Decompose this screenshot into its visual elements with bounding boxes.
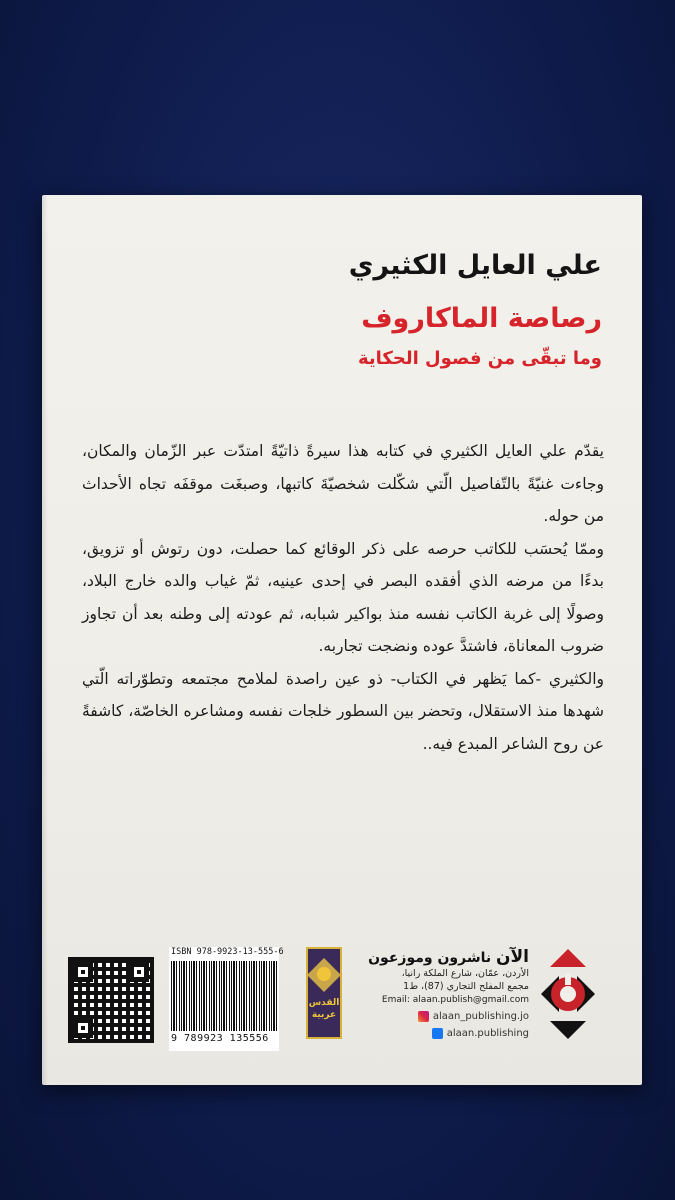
isbn-label: ISBN 978-9923-13-555-6 [171,947,284,957]
quds-badge-text: القدس عربية [308,998,340,1020]
instagram-icon [418,1011,429,1022]
publisher-address: الأردن، عمّان، شارع الملكة رانيا، [401,968,529,979]
isbn-barcode [169,947,284,1051]
book-back-cover [42,195,642,1085]
qr-finder [73,962,93,982]
facebook-handle [354,1028,529,1039]
qr-finder [73,1018,93,1038]
author-name: علي العايل الكثيري [348,250,602,281]
publisher-brand: الآن [496,947,529,967]
publisher-name [354,947,529,967]
publisher-logo-icon [539,947,597,1041]
instagram-text: alaan_publishing.jo [432,1011,529,1022]
book-title: رصاصة الماكاروف [361,303,602,334]
publisher-email: Email: alaan.publish@gmail.com [381,995,529,1005]
blurb-paragraph: وممّا يُحسَب للكاتب حرصه على ذكر الوقائع كما حصلت، دون رتوش أو تزويق، بدءًا من مرضه الذي أفقده البصر في إحدى عينيه، ثمّ غياب والده خارج البلاد، وصولًا إلى غربة الكاتب نفسه منذ بواكير شبابه، ثم عودته إلى وطنه بعد أن تجاوز ضروب المعاناة، فاشتدَّ عوده ونضجت تجاربه. [82,539,604,655]
book-subtitle: وما تبقّى من فصول الحكاية [357,348,602,369]
isbn-digits: 9 789923 135556 [171,1033,269,1044]
qr-finder [129,962,149,982]
instagram-handle [354,1011,529,1022]
quds-badge [306,947,342,1039]
blurb-paragraph: يقدّم علي العايل الكثيري في كتابه هذا سيرةً ذاتيّةً امتدّت عبر الزّمان والمكان، وجاءت غنيّةً بالتّفاصيل الّتي شكّلت شخصيّةَ كاتبها، وصبغَت موقفَه تجاه الأحداث من حوله. [82,442,604,525]
dome-icon [317,967,331,981]
barcode-bars [171,961,277,1031]
publisher-name-rest: ناشرون وموزعون [368,950,492,966]
blurb-paragraph: والكثيري -كما يَظهر في الكتاب- ذو عين راصدة لملامح مجتمعه وتطوّراته الّتي شهدها منذ الاستقلال، وتحضر بين السطور خلجات نفسه ومشاعره الخاصّة، كاشفةً عن روح الشاعر المبدع فيه.. [82,669,604,753]
blurb-text [82,435,604,760]
qr-code [68,957,154,1043]
facebook-text: alaan.publishing [446,1028,529,1039]
facebook-icon [432,1028,443,1039]
publisher-info [354,947,529,1047]
publisher-address: مجمع المفلح التجاري (87)، ط1 [403,981,529,992]
